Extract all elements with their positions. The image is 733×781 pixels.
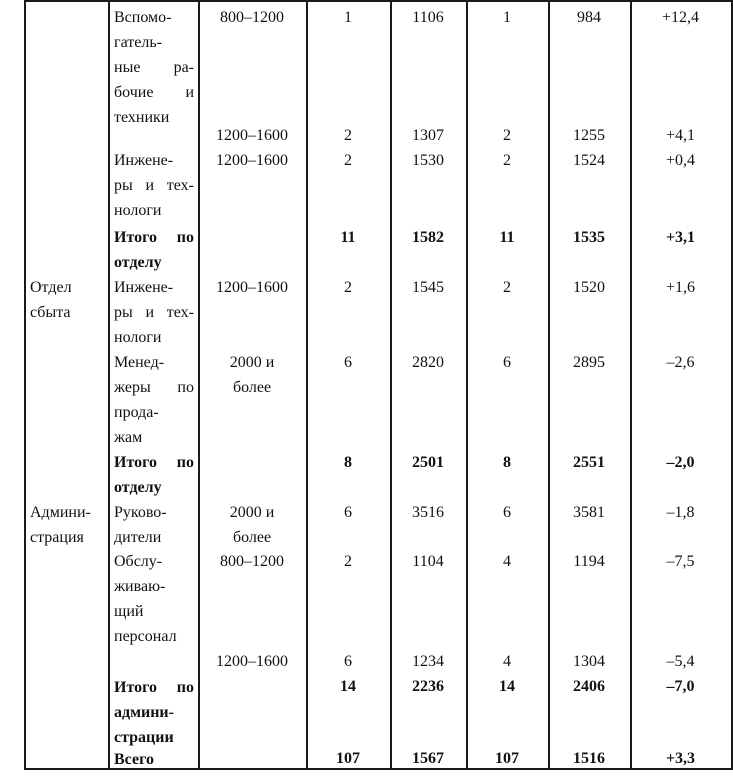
change-percent-cell: –1,8	[666, 504, 695, 521]
salary-range-cell: 1200–1600	[216, 279, 288, 296]
count-period2-cell: 107	[495, 750, 519, 767]
salary-period2-cell: 1520	[573, 279, 605, 296]
change-percent-cell: +0,4	[665, 152, 696, 169]
count-period1-cell: 6	[344, 653, 352, 670]
salary-period2-cell: 1524	[573, 152, 605, 169]
change-percent-cell: +3,3	[665, 750, 696, 767]
count-period2-cell: 8	[503, 454, 511, 471]
column-divider	[108, 0, 110, 770]
count-period2-cell: 4	[503, 653, 511, 670]
role-cell: Обслу- живаю- щий персонал	[114, 553, 177, 645]
count-period1-cell: 107	[336, 750, 360, 767]
change-percent-cell: +3,1	[665, 229, 696, 246]
change-percent-cell: –7,0	[666, 678, 695, 695]
salary-period1-cell: 1530	[412, 152, 444, 169]
department-cell: Отдел сбыта	[30, 279, 72, 321]
change-percent-cell: +12,4	[661, 9, 700, 26]
salary-period2-cell: 984	[577, 9, 601, 26]
count-period1-cell: 14	[340, 678, 356, 695]
count-period2-cell: 6	[503, 504, 511, 521]
salary-period2-cell: 2551	[573, 454, 605, 471]
salary-range-cell: 2000 и более	[229, 504, 275, 546]
count-period1-cell: 2	[344, 152, 352, 169]
subtotal-label-cell: Итого по отделу	[114, 229, 194, 271]
role-cell: Менед- жеры по прода- жам	[114, 354, 194, 446]
change-percent-cell: –2,6	[666, 354, 695, 371]
salary-period1-cell: 2820	[412, 354, 444, 371]
change-percent-cell: +1,6	[665, 279, 696, 296]
change-percent-cell: –7,5	[666, 553, 695, 570]
salary-range-cell: 1200–1600	[216, 127, 288, 144]
table-border-top	[24, 0, 733, 2]
count-period1-cell: 1	[344, 9, 352, 26]
count-period1-cell: 6	[344, 354, 352, 371]
salary-period2-cell: 1516	[573, 750, 605, 767]
subtotal-label-cell: Итого по отделу	[114, 454, 194, 496]
salary-range-cell: 1200–1600	[216, 653, 288, 670]
count-period2-cell: 2	[503, 279, 511, 296]
count-period2-cell: 2	[503, 127, 511, 144]
salary-period2-cell: 2895	[573, 354, 605, 371]
salary-period1-cell: 1104	[412, 553, 444, 570]
table-border-left	[24, 0, 26, 770]
role-cell: Вспомо- гатель- ные ра- бочие и техники	[114, 9, 194, 126]
salary-range-cell: 1200–1600	[216, 152, 288, 169]
count-period1-cell: 2	[344, 279, 352, 296]
salary-period1-cell: 1234	[412, 653, 444, 670]
salary-range-cell: 2000 и более	[229, 354, 275, 396]
salary-period1-cell: 1545	[412, 279, 444, 296]
count-period2-cell: 14	[499, 678, 515, 695]
count-period2-cell: 1	[503, 9, 511, 26]
role-cell: Инжене- ры и тех- нологи	[114, 152, 194, 219]
salary-period2-cell: 1255	[573, 127, 605, 144]
salary-period2-cell: 1194	[573, 553, 605, 570]
count-period2-cell: 2	[503, 152, 511, 169]
salary-period1-cell: 3516	[412, 504, 444, 521]
count-period2-cell: 4	[503, 553, 511, 570]
salary-period1-cell: 2236	[412, 678, 444, 695]
department-cell: Админи- страция	[30, 504, 91, 546]
salary-period2-cell: 1535	[573, 229, 605, 246]
count-period1-cell: 2	[344, 127, 352, 144]
salary-period1-cell: 1307	[412, 127, 444, 144]
salary-range-cell: 800–1200	[220, 9, 284, 26]
grand-total-label-cell: Всего	[114, 751, 154, 768]
count-period1-cell: 8	[344, 454, 352, 471]
salary-period2-cell: 3581	[573, 504, 605, 521]
salary-period1-cell: 1582	[412, 229, 444, 246]
salary-table	[24, 0, 733, 770]
salary-period2-cell: 2406	[573, 678, 605, 695]
role-cell: Руково- дители	[114, 504, 167, 546]
salary-period1-cell: 1106	[412, 9, 444, 26]
salary-range-cell: 800–1200	[220, 553, 284, 570]
count-period2-cell: 6	[503, 354, 511, 371]
count-period1-cell: 6	[344, 504, 352, 521]
change-percent-cell: –5,4	[666, 653, 695, 670]
change-percent-cell: +4,1	[665, 127, 696, 144]
subtotal-label-cell: Итого по админи- страции	[114, 679, 194, 746]
count-period1-cell: 2	[344, 553, 352, 570]
role-cell: Инжене- ры и тех- нологи	[114, 279, 194, 346]
salary-period1-cell: 2501	[412, 454, 444, 471]
count-period2-cell: 11	[499, 229, 515, 246]
salary-period1-cell: 1567	[412, 750, 444, 767]
salary-period2-cell: 1304	[573, 653, 605, 670]
count-period1-cell: 11	[340, 229, 356, 246]
change-percent-cell: –2,0	[666, 454, 695, 471]
